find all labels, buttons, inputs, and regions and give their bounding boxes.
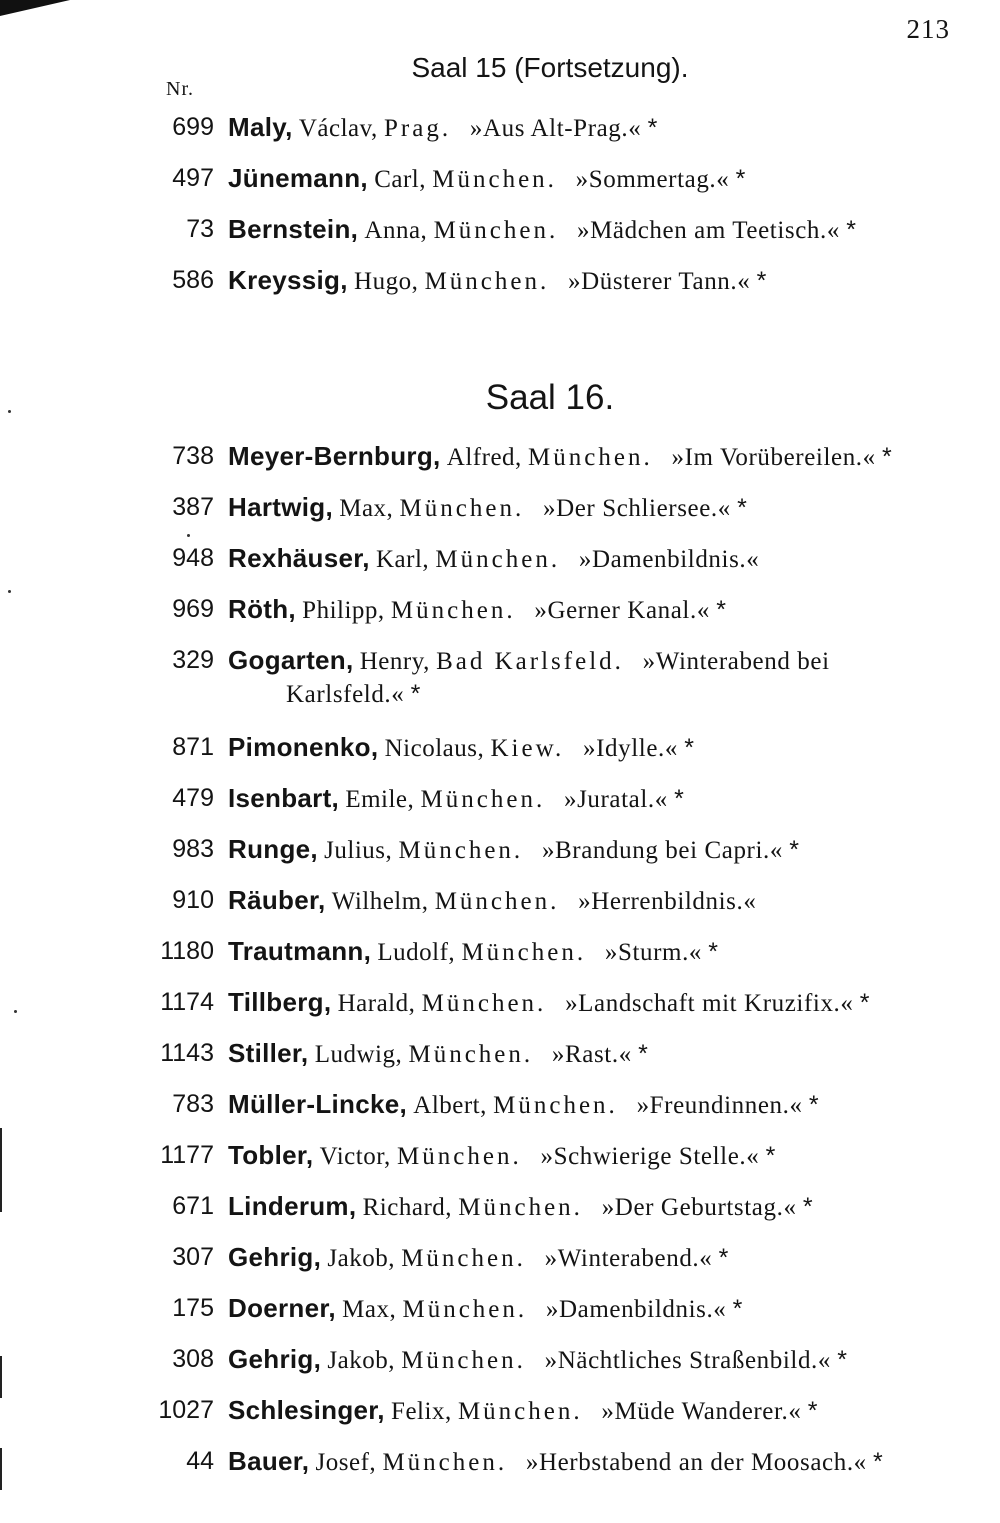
entry-text: [228, 933, 944, 971]
artist-surname: Tillberg,: [228, 987, 332, 1017]
entry-number: 1180: [160, 937, 214, 965]
artist-surname: Röth,: [228, 594, 296, 624]
entry-text: [228, 160, 944, 198]
section-title-saal-15: Saal 15 (Fortsetzung).: [411, 52, 689, 83]
artist-city: Kiew.: [490, 735, 565, 762]
artist-city: München.: [401, 1245, 526, 1272]
entry-number: 387: [172, 493, 214, 521]
artist-city: München.: [424, 268, 550, 295]
artist-city: München.: [390, 597, 516, 624]
asterisk-mark: *: [859, 989, 870, 1017]
artist-city: München.: [433, 217, 559, 244]
artist-surname: Müller-Lincke,: [228, 1089, 408, 1119]
entry-text: [228, 1290, 944, 1328]
entry-text: [228, 1188, 944, 1226]
artist-first-name: Wilhelm,: [331, 888, 429, 915]
entry-number: 44: [186, 1447, 214, 1475]
artist-surname: Bernstein,: [228, 214, 359, 244]
asterisk-mark: *: [410, 680, 421, 708]
artist-surname: Kreyssig,: [228, 265, 348, 295]
artist-surname: Trautmann,: [228, 936, 372, 966]
artist-surname: Räuber,: [228, 885, 326, 915]
artist-first-name: Richard,: [362, 1194, 453, 1221]
entry-text: [228, 1443, 944, 1481]
artwork-title: »Der Geburtstag.«: [601, 1194, 797, 1221]
entry-text: [228, 1137, 944, 1175]
asterisk-mark: *: [735, 165, 746, 193]
artwork-title: »Sommertag.«: [575, 166, 730, 193]
scan-speck: [8, 590, 11, 593]
artist-city: München.: [435, 546, 561, 573]
artist-city: München.: [458, 1194, 583, 1221]
entry-text: [228, 109, 944, 147]
entry-text: [228, 489, 944, 527]
asterisk-mark: *: [732, 1295, 743, 1323]
artwork-title: »Idylle.«: [583, 735, 678, 762]
entry-number: 948: [172, 544, 214, 572]
artist-city: München.: [397, 1143, 522, 1170]
artist-city: München.: [399, 495, 525, 522]
artist-surname: Gehrig,: [228, 1242, 322, 1272]
entry-number: 497: [172, 164, 214, 192]
artwork-title: »Brandung bei Capri.«: [541, 837, 783, 864]
nr-column-label: Nr.: [166, 78, 194, 100]
artwork-title: »Nächtliches Straßenbild.«: [544, 1347, 831, 1374]
entry-text: [228, 540, 944, 578]
artist-city: München.: [398, 837, 524, 864]
artist-surname: Hartwig,: [228, 492, 333, 522]
artwork-title: »Im Vorübereilen.«: [671, 444, 876, 471]
artist-city: München.: [493, 1092, 618, 1119]
artist-surname: Stiller,: [228, 1038, 309, 1068]
entry-number: 738: [172, 442, 214, 470]
artist-first-name: Felix,: [391, 1398, 452, 1425]
artist-first-name: Anna,: [364, 217, 428, 244]
scan-speck: [187, 534, 190, 537]
artist-first-name: Jakob,: [327, 1245, 395, 1272]
artwork-title: »Juratal.«: [563, 786, 668, 813]
artwork-title: »Aus Alt-Prag.«: [469, 115, 642, 142]
artist-surname: Schlesinger,: [228, 1395, 385, 1425]
artist-first-name: Ludwig,: [314, 1041, 403, 1068]
artist-first-name: Max,: [339, 495, 394, 522]
entry-text: [228, 438, 944, 476]
scan-edge-mark: [0, 1128, 2, 1212]
entry-number: 671: [172, 1192, 214, 1220]
asterisk-mark: *: [807, 1397, 818, 1425]
artist-first-name: Nicolaus,: [384, 735, 485, 762]
entry-text: [228, 1086, 944, 1124]
entry-text: [228, 211, 944, 249]
asterisk-mark: *: [647, 114, 658, 142]
asterisk-mark: *: [882, 443, 892, 471]
scan-speck: [14, 1010, 17, 1013]
entry-number: 175: [172, 1294, 214, 1322]
artist-city: München.: [432, 166, 557, 193]
asterisk-mark: *: [638, 1040, 648, 1068]
scan-edge-mark: [0, 1448, 2, 1490]
entry-text: [228, 729, 944, 767]
entry-text: [228, 882, 944, 920]
entry-number: 329: [172, 646, 214, 674]
entry-text: [228, 591, 944, 629]
artwork-title: »Gerner Kanal.«: [534, 597, 710, 624]
entry-number: 1177: [160, 1141, 214, 1169]
artist-surname: Rexhäuser,: [228, 543, 370, 573]
entry-text: [228, 1035, 944, 1073]
scan-corner-mark: [0, 0, 70, 16]
entry-continuation: [286, 676, 420, 713]
artist-first-name: Carl,: [374, 166, 426, 193]
artist-surname: Doerner,: [228, 1293, 336, 1323]
artist-surname: Meyer-Bernburg,: [228, 441, 441, 471]
artwork-title: »Winterabend.«: [544, 1245, 713, 1272]
artist-surname: Runge,: [228, 834, 318, 864]
artist-first-name: Harald,: [337, 990, 416, 1017]
asterisk-mark: *: [802, 1193, 813, 1221]
artwork-title: »Herbstabend an der Moosach.«: [525, 1449, 867, 1476]
artist-surname: Bauer,: [228, 1446, 310, 1476]
section-title-saal-16: Saal 16.: [485, 378, 615, 417]
entry-text: [228, 1239, 944, 1277]
artwork-title: »Freundinnen.«: [636, 1092, 803, 1119]
artwork-title: »Damenbildnis.«: [578, 546, 760, 573]
artist-city: München.: [420, 786, 546, 813]
artist-first-name: Philipp,: [302, 597, 385, 624]
artist-first-name: Jakob,: [327, 1347, 395, 1374]
artist-surname: Gogarten,: [228, 645, 354, 675]
artist-first-name: Josef,: [315, 1449, 377, 1476]
artist-surname: Gehrig,: [228, 1344, 322, 1374]
asterisk-mark: *: [737, 494, 747, 522]
artwork-title: »Müde Wanderer.«: [601, 1398, 802, 1425]
asterisk-mark: *: [765, 1142, 776, 1170]
entry-text: [228, 780, 944, 818]
artist-first-name: Albert,: [413, 1092, 487, 1119]
artist-city: München.: [528, 444, 653, 471]
artwork-title: »Herrenbildnis.«: [578, 888, 757, 915]
scan-edge-mark: [0, 1356, 2, 1398]
artist-surname: Linderum,: [228, 1191, 357, 1221]
artist-first-name: Victor,: [319, 1143, 391, 1170]
asterisk-mark: *: [837, 1346, 847, 1374]
artist-surname: Maly,: [228, 112, 293, 142]
entry-number: 871: [172, 733, 214, 761]
entry-text: [228, 642, 944, 680]
artwork-title: »Winterabend bei: [642, 648, 830, 675]
artist-city: München.: [401, 1347, 526, 1374]
entry-text: [228, 1392, 944, 1430]
artist-surname: Jünemann,: [228, 163, 368, 193]
artist-first-name: Václav,: [298, 115, 378, 142]
artist-first-name: Max,: [342, 1296, 397, 1323]
entry-number: 73: [186, 215, 214, 243]
asterisk-mark: *: [708, 938, 719, 966]
entry-text: [228, 984, 944, 1022]
entry-number: 969: [172, 595, 214, 623]
artist-first-name: Henry,: [359, 648, 430, 675]
scan-speck: [8, 410, 11, 413]
entry-number: 983: [172, 835, 214, 863]
artist-city: München.: [461, 939, 587, 966]
artist-surname: Isenbart,: [228, 783, 340, 813]
artwork-title: »Der Schliersee.«: [542, 495, 731, 522]
asterisk-mark: *: [674, 785, 684, 813]
entry-number: 308: [172, 1345, 214, 1373]
asterisk-mark: *: [756, 267, 767, 295]
artist-city: Prag.: [384, 115, 452, 142]
artist-city: Bad Karlsfeld.: [436, 648, 624, 675]
entry-number: 1174: [160, 988, 214, 1016]
entry-text: [228, 1341, 944, 1379]
entry-text: [228, 831, 944, 869]
entry-number: 1027: [158, 1396, 214, 1424]
artwork-title: »Schwierige Stelle.«: [540, 1143, 760, 1170]
artist-first-name: Emile,: [345, 786, 415, 813]
artist-city: München.: [382, 1449, 508, 1476]
artist-city: München.: [434, 888, 560, 915]
artwork-title: »Damenbildnis.«: [545, 1296, 727, 1323]
entry-number: 479: [172, 784, 214, 812]
asterisk-mark: *: [846, 216, 856, 244]
entry-number: 1143: [160, 1039, 214, 1067]
artist-surname: Tobler,: [228, 1140, 314, 1170]
entry-number: 586: [172, 266, 214, 294]
entry-number: 699: [172, 113, 214, 141]
artist-first-name: Julius,: [324, 837, 393, 864]
artist-city: München.: [408, 1041, 534, 1068]
artwork-title: »Düsterer Tann.«: [568, 268, 751, 295]
entry-number: 307: [172, 1243, 214, 1271]
artist-first-name: Alfred,: [446, 444, 522, 471]
artwork-title: »Landschaft mit Kruzifix.«: [565, 990, 854, 1017]
asterisk-mark: *: [716, 596, 726, 624]
asterisk-mark: *: [873, 1448, 883, 1476]
asterisk-mark: *: [789, 836, 799, 864]
entry-text: [228, 262, 944, 300]
artwork-title: »Mädchen am Teetisch.«: [576, 217, 840, 244]
artist-first-name: Karl,: [376, 546, 430, 573]
artwork-title: »Sturm.«: [604, 939, 703, 966]
artwork-title: »Rast.«: [551, 1041, 632, 1068]
page-number: 213: [906, 14, 950, 44]
entry-number: 783: [172, 1090, 214, 1118]
artist-first-name: Hugo,: [354, 268, 419, 295]
artist-first-name: Ludolf,: [377, 939, 456, 966]
artist-city: München.: [457, 1398, 583, 1425]
artist-surname: Pimonenko,: [228, 732, 379, 762]
entry-number: 910: [172, 886, 214, 914]
artist-city: München.: [421, 990, 547, 1017]
asterisk-mark: *: [808, 1091, 819, 1119]
artist-city: München.: [402, 1296, 528, 1323]
asterisk-mark: *: [684, 734, 694, 762]
asterisk-mark: *: [718, 1244, 729, 1272]
artwork-title-continued: Karlsfeld.«: [286, 681, 405, 708]
